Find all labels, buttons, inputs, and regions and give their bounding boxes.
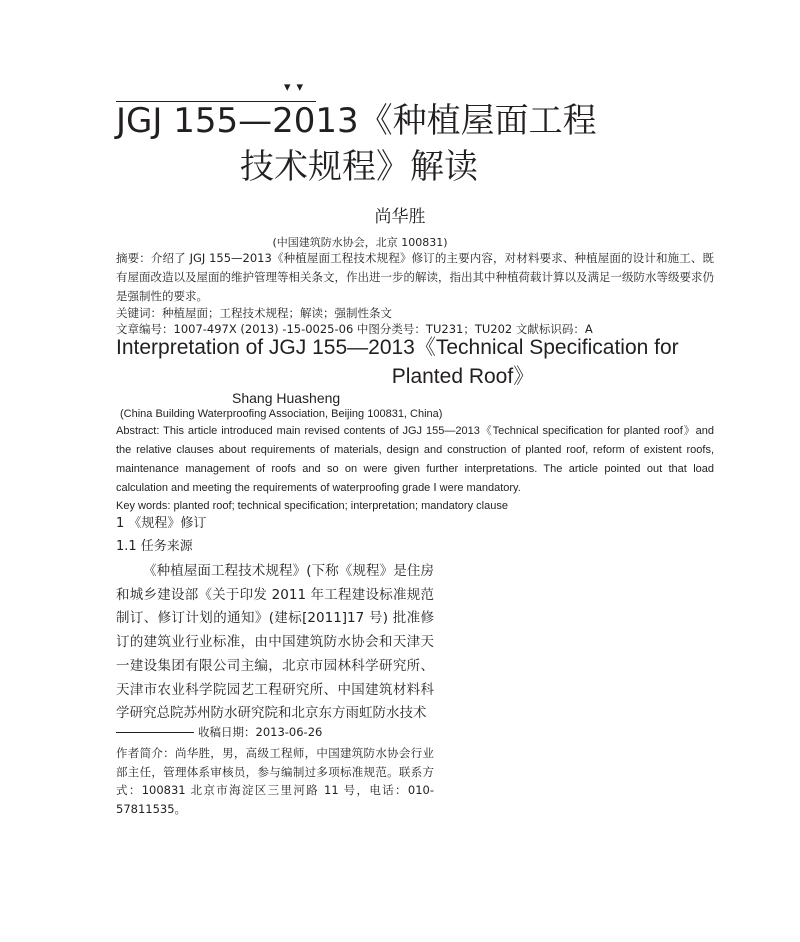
section-heading-1: 1 《规程》修订 xyxy=(116,516,207,531)
chinese-keywords: 关键词：种植屋面；工程技术规程；解读；强制性条文 xyxy=(116,306,392,320)
chinese-abstract: 摘要：介绍了 JGJ 155—2013《种植屋面工程技术规程》修订的主要内容，对材料要求、种植屋面的设计和施工、既有屋面改造以及屋面的维护管理等相关条文，作出进一步的解读，指出其中种植荷载计算以及满足一级防水等级要求仍是强制性的要求。 xyxy=(116,251,714,303)
english-title-line-2: Planted Roof》 xyxy=(391,365,535,388)
english-affiliation: (China Building Waterproofing Association, Beijing 100831, China) xyxy=(120,408,443,420)
chinese-document-info: 文章编号：1007-497X (2013) -15-0025-06 中图分类号：TU231；TU202 文献标识码：A xyxy=(116,322,593,336)
chinese-title-line-1: JGJ 155—2013《种植屋面工程 xyxy=(116,101,597,141)
received-date: 收稿日期：2013-06-26 xyxy=(198,725,323,739)
english-author: Shang Huasheng xyxy=(232,390,341,406)
chinese-author: 尚华胜 xyxy=(374,207,426,227)
body-paragraph: 《种植屋面工程技术规程》(下称《规程》是住房和城乡建设部《关于印发 2011 年工程建设标准规范制订、修订计划的通知》(建标[2011]17 号) 批准修订的建筑业行业标准，由中国建筑防水协会和天津天一建设集团有限公司主编，北京市园林科学研究所、天津市农业科学院园艺工程研究所、中国建筑材料科学研究总院苏州防水研究院和北京东方雨虹防水技术 xyxy=(116,563,434,722)
section-heading-1-1: 1.1 任务来源 xyxy=(116,539,193,554)
english-abstract: Abstract: This article introduced main revised contents of JGJ 155—2013《Technical specification for planted roof》and the relative clauses about requirements of materials, design and construction of planted roof, reform of existent roofs, maintenance management of roofs and so on were given further interpretations. The article pointed out that load calculation and meeting the requirements of waterproofing grade Ⅰ were mandatory. xyxy=(116,425,714,494)
footnote-rule xyxy=(116,732,194,733)
chinese-affiliation: (中国建筑防水协会，北京 100831) xyxy=(272,236,448,249)
received-date-line xyxy=(116,724,322,740)
english-keywords: Key words: planted roof; technical specification; interpretation; mandatory clause xyxy=(116,500,508,512)
title-marks: ▾▾ xyxy=(284,80,310,95)
author-biography: 作者简介：尚华胜，男，高级工程师，中国建筑防水协会行业部主任，管理体系审核员，参与编制过多项标准规范。联系方式：100831 北京市海淀区三里河路 11 号，电话：010-57811535。 xyxy=(116,746,434,816)
english-title-line-1: Interpretation of JGJ 155—2013《Technical Specification for xyxy=(116,336,679,359)
chinese-title-line-2: 技术规程》解读 xyxy=(240,147,478,187)
